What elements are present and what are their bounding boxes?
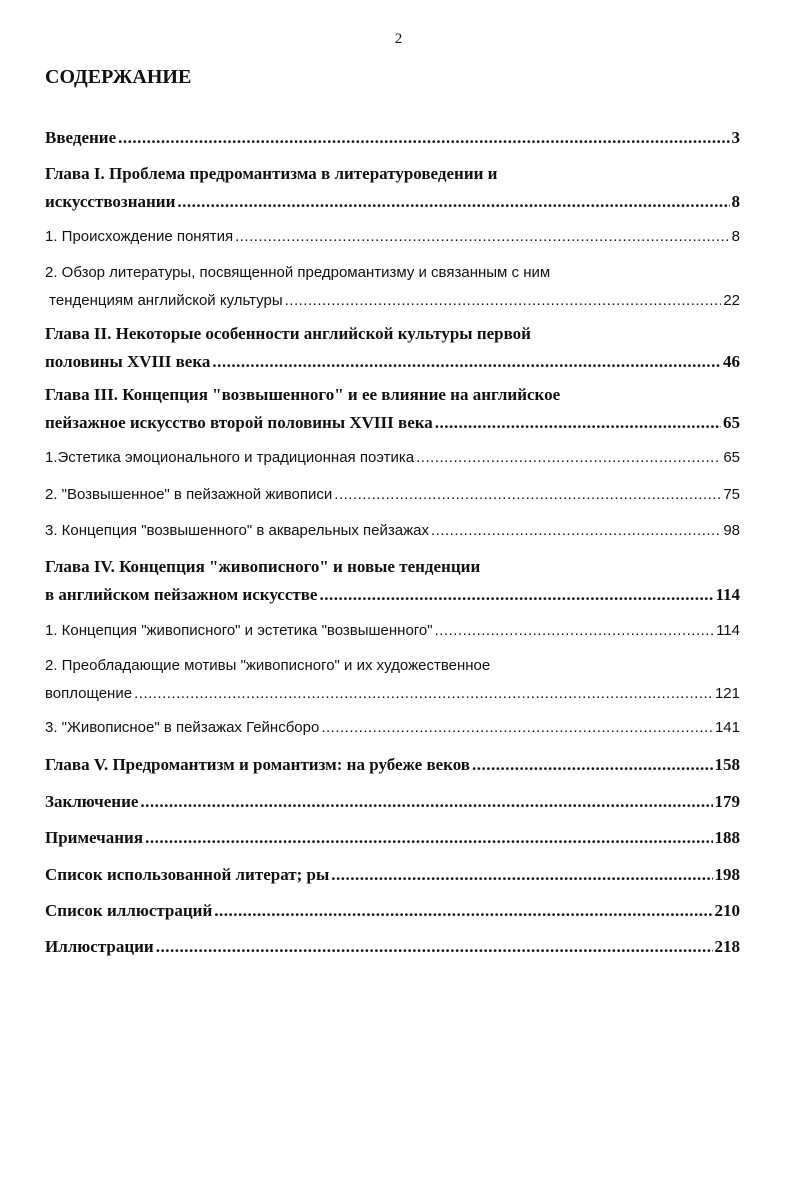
dot-leader	[156, 933, 713, 961]
dot-leader	[331, 861, 712, 889]
entry-page: 198	[714, 865, 740, 884]
entry-page: 179	[714, 792, 740, 811]
entry-title: Список иллюстраций	[45, 901, 213, 920]
entry-title: Глава V. Предромантизм и романтизм: на рубеже веков	[45, 755, 470, 774]
entry-page: 65	[723, 413, 740, 432]
dot-leader	[285, 287, 722, 315]
entry-title: 3. Концепция "возвышенного" в акварельных пейзажах	[45, 522, 429, 539]
toc-entry-chapter-2[interactable]	[45, 320, 740, 376]
toc-entry-section-4-1[interactable]	[45, 617, 740, 645]
entry-page: 8	[731, 228, 740, 245]
dot-leader	[334, 481, 721, 509]
toc-entry-section-4-3[interactable]	[45, 714, 740, 742]
entry-page: 22	[723, 292, 740, 309]
entry-title: Список использованной литерат; ры	[45, 865, 330, 884]
entry-title-line-2: искусствознании	[45, 192, 176, 211]
dot-leader	[134, 680, 713, 708]
toc-entry-section-3-1[interactable]	[45, 444, 740, 472]
entry-title: Заключение	[45, 792, 139, 811]
entry-title-line-2: половины XVIII века	[45, 352, 211, 371]
entry-title-line-1: Глава II. Некоторые особенности английской культуры первой	[45, 324, 531, 343]
page-number: 2	[394, 31, 403, 47]
dot-leader	[472, 751, 713, 779]
dot-leader	[140, 788, 712, 816]
entry-page: 218	[714, 937, 740, 956]
dot-leader	[435, 617, 714, 645]
entry-title-line-2: в английском пейзажном искусстве	[45, 585, 318, 604]
toc-entry-chapter-5[interactable]	[45, 751, 740, 779]
entry-title-line-1: Глава IV. Концепция "живописного" и новые тенденции	[45, 557, 481, 576]
entry-page: 65	[723, 449, 740, 466]
toc-entry-introduction[interactable]	[45, 124, 740, 152]
entry-page: 98	[723, 522, 740, 539]
entry-title: 1.Эстетика эмоционального и традиционная поэтика	[45, 449, 415, 466]
toc-entry-section-1-2[interactable]	[45, 259, 740, 315]
dot-leader	[145, 824, 712, 852]
entry-title: 1. Концепция "живописного" и эстетика "возвышенного"	[45, 622, 433, 639]
toc-entry-bibliography[interactable]	[45, 861, 740, 889]
toc-entry-illustrations[interactable]	[45, 933, 740, 961]
toc-entry-chapter-1[interactable]	[45, 160, 740, 216]
toc-entry-section-3-3[interactable]	[45, 517, 740, 545]
entry-page: 75	[723, 486, 740, 503]
entry-title: 3. "Живописное" в пейзажах Гейнсборо	[45, 719, 320, 736]
dot-leader	[118, 124, 729, 152]
dot-leader	[319, 581, 713, 609]
entry-page: 8	[731, 192, 740, 211]
toc-entry-notes[interactable]	[45, 824, 740, 852]
entry-page: 46	[723, 352, 740, 371]
entry-title: Введение	[45, 128, 117, 147]
entry-title: 1. Происхождение понятия	[45, 228, 234, 245]
entry-page: 188	[714, 828, 740, 847]
entry-title-line-2: пейзажное искусство второй половины XVIII века	[45, 413, 433, 432]
entry-title-line-2: воплощение	[45, 685, 133, 702]
toc-entry-section-1-1[interactable]	[45, 223, 740, 251]
toc-entry-section-3-2[interactable]	[45, 481, 740, 509]
entry-page: 210	[714, 901, 740, 920]
dot-leader	[235, 223, 730, 251]
toc-entry-chapter-4[interactable]	[45, 553, 740, 609]
dot-leader	[214, 897, 712, 925]
entry-title: Примечания	[45, 828, 144, 847]
entry-page: 114	[715, 585, 740, 604]
toc-entry-list-of-illustrations[interactable]	[45, 897, 740, 925]
entry-page: 114	[716, 622, 740, 639]
toc-entry-section-4-2[interactable]	[45, 652, 740, 708]
dot-leader	[321, 714, 713, 742]
toc-entry-conclusion[interactable]	[45, 788, 740, 816]
dot-leader	[431, 517, 721, 545]
toc-title: СОДЕРЖАНИЕ	[45, 66, 192, 88]
entry-title-line-2: тенденциям английской культуры	[45, 292, 283, 309]
dot-leader	[177, 188, 729, 216]
entry-page: 158	[714, 755, 740, 774]
entry-title-line-1: 2. Преобладающие мотивы "живописного" и их художественное	[45, 657, 491, 674]
entry-title-line-1: Глава III. Концепция "возвышенного" и ее влияние на английское	[45, 385, 561, 404]
dot-leader	[416, 444, 721, 472]
entry-title-line-1: 2. Обзор литературы, посвященной предромантизму и связанным с ним	[45, 264, 551, 281]
dot-leader	[435, 409, 721, 437]
entry-page: 121	[714, 685, 740, 702]
entry-page: 3	[731, 128, 740, 147]
entry-page: 141	[714, 719, 740, 736]
entry-title: 2. "Возвышенное" в пейзажной живописи	[45, 486, 333, 503]
dot-leader	[212, 348, 721, 376]
entry-title: Иллюстрации	[45, 937, 154, 956]
toc-entry-chapter-3[interactable]	[45, 381, 740, 437]
entry-title-line-1: Глава I. Проблема предромантизма в литературоведении и	[45, 164, 498, 183]
